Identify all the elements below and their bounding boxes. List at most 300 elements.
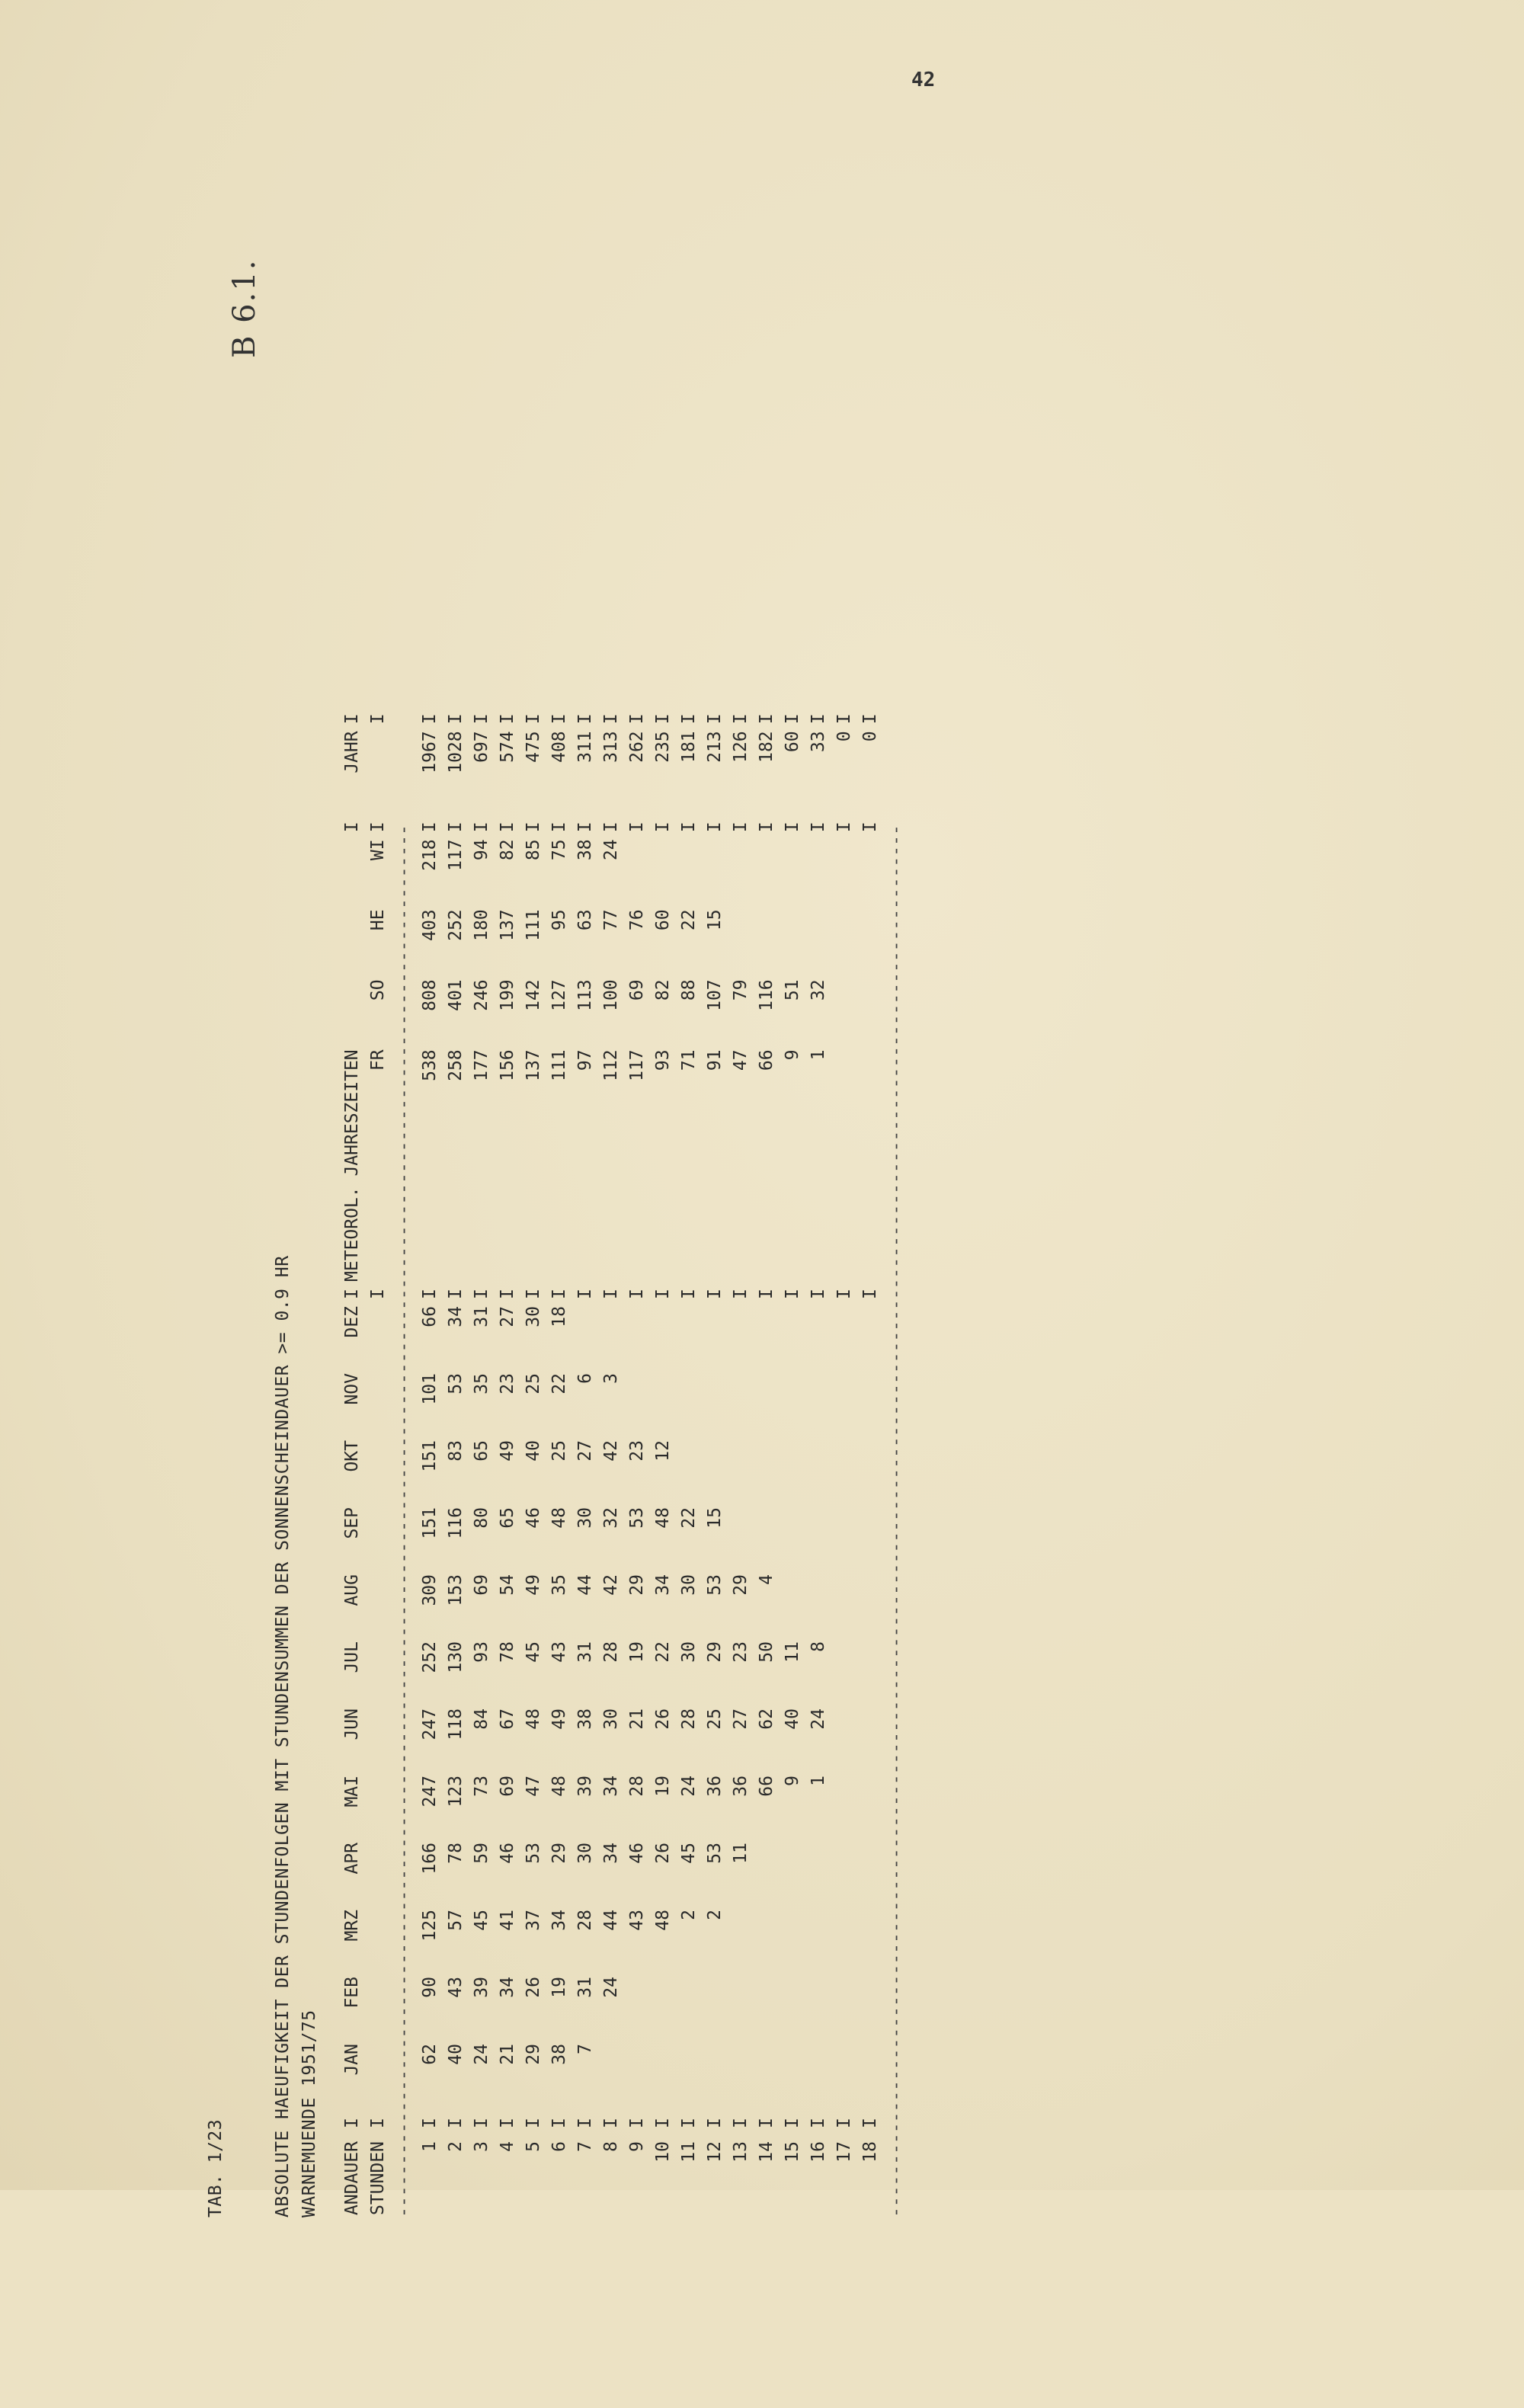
- value-cell: SEP: [342, 1507, 362, 1539]
- value-cell: 262: [627, 731, 647, 763]
- value-cell: 808: [420, 979, 440, 1011]
- value-cell: 47: [731, 1049, 751, 1071]
- column-separator: I: [731, 1289, 751, 1299]
- value-cell: [805, 2044, 831, 2111]
- value-cell: 48: [549, 1776, 569, 1797]
- value-cell: [365, 1507, 391, 1574]
- value-cell: 29: [549, 1843, 569, 1864]
- value-cell: 69: [498, 1776, 517, 1797]
- value-cell: [754, 1306, 780, 1373]
- value-cell: 28: [627, 1776, 647, 1797]
- value-cell: 51: [783, 979, 802, 1001]
- value-cell: 156: [498, 1049, 517, 1081]
- value-cell: [365, 1977, 391, 2044]
- dashed-line: ------------------------------------------------------------------------------------------------------------------------------------: [886, 825, 906, 2217]
- value-cell: 247: [420, 1776, 440, 1808]
- value-cell: [624, 1977, 650, 2044]
- duration-cell: 13: [731, 2141, 751, 2163]
- value-cell: 25: [523, 1373, 543, 1395]
- duration-cell: 7: [575, 2141, 595, 2152]
- value-cell: 47: [523, 1776, 543, 1797]
- column-separator: I: [783, 2118, 802, 2128]
- value-cell: 67: [498, 1708, 517, 1730]
- value-cell: [857, 979, 883, 1049]
- column-separator: I: [757, 821, 776, 833]
- value-cell: [754, 1440, 780, 1507]
- column-separator: I: [627, 713, 647, 725]
- value-cell: 181: [679, 731, 699, 763]
- value-cell: 53: [705, 1843, 725, 1864]
- value-cell: 62: [420, 2044, 440, 2065]
- column-separator: I: [653, 713, 673, 725]
- value-cell: 0: [834, 731, 854, 742]
- column-separator: I: [523, 821, 543, 833]
- value-cell: 130: [446, 1641, 466, 1673]
- value-cell: 28: [679, 1708, 699, 1730]
- value-cell: 97: [575, 1049, 595, 1071]
- value-cell: 19: [549, 1977, 569, 1998]
- value-cell: [805, 1507, 831, 1574]
- value-cell: [857, 1977, 883, 2044]
- value-cell: 18: [549, 1306, 569, 1327]
- value-cell: 79: [731, 979, 751, 1001]
- column-separator: I: [549, 1289, 569, 1299]
- column-separator: I: [368, 713, 388, 725]
- table-row: [469, 706, 495, 2217]
- value-cell: 69: [472, 1574, 491, 1596]
- header-row: [339, 706, 365, 2217]
- column-separator: I: [523, 2118, 543, 2128]
- value-cell: [702, 1306, 728, 1373]
- value-cell: [754, 909, 780, 979]
- value-cell: 94: [472, 839, 491, 861]
- value-cell: 63: [575, 909, 595, 931]
- value-cell: HE: [368, 909, 388, 931]
- value-cell: [624, 1373, 650, 1440]
- column-separator: I: [342, 1289, 362, 1299]
- value-cell: 311: [575, 731, 595, 763]
- value-cell: 24: [601, 839, 621, 861]
- value-cell: [728, 1373, 754, 1440]
- value-cell: 82: [653, 979, 673, 1001]
- value-cell: MAI: [342, 1776, 362, 1808]
- value-cell: 49: [549, 1708, 569, 1730]
- value-cell: [831, 1641, 857, 1708]
- duration-cell: 2: [446, 2141, 466, 2152]
- column-separator: I: [808, 2118, 828, 2128]
- value-cell: 75: [549, 839, 569, 861]
- table-row: [831, 706, 857, 2217]
- value-cell: [572, 1306, 598, 1373]
- value-cell: [857, 1574, 883, 1641]
- value-cell: [728, 1507, 754, 1574]
- table-subtitle: WARNEMUENDE 1951/75: [299, 2009, 319, 2217]
- column-separator: I: [653, 2118, 673, 2128]
- value-cell: 23: [731, 1641, 751, 1663]
- value-cell: 44: [575, 1574, 595, 1596]
- value-cell: [728, 1977, 754, 2044]
- value-cell: NOV: [342, 1373, 362, 1405]
- column-separator: I: [860, 1289, 880, 1299]
- value-cell: SO: [368, 979, 388, 1001]
- value-cell: 313: [601, 731, 621, 763]
- column-separator: I: [472, 821, 491, 833]
- value-cell: 36: [731, 1776, 751, 1797]
- value-cell: [754, 839, 780, 909]
- column-separator: I: [446, 713, 466, 725]
- value-cell: [857, 1776, 883, 1843]
- value-cell: [857, 1507, 883, 1574]
- value-cell: [857, 2044, 883, 2111]
- value-cell: [676, 2044, 702, 2111]
- value-cell: [728, 909, 754, 979]
- value-cell: [780, 2044, 805, 2111]
- value-cell: 84: [472, 1708, 491, 1730]
- value-cell: 24: [808, 1708, 828, 1730]
- value-cell: 90: [420, 1977, 440, 1998]
- value-cell: [365, 1843, 391, 1910]
- value-cell: 65: [472, 1440, 491, 1462]
- value-cell: [650, 2044, 676, 2111]
- column-separator: I: [679, 821, 699, 833]
- value-cell: 29: [627, 1574, 647, 1596]
- value-cell: 41: [498, 1910, 517, 1931]
- value-cell: [339, 909, 365, 979]
- value-cell: [857, 1843, 883, 1910]
- value-cell: [831, 1977, 857, 2044]
- value-cell: 25: [705, 1708, 725, 1730]
- value-cell: 26: [653, 1708, 673, 1730]
- column-separator: I: [575, 821, 595, 833]
- value-cell: [780, 1574, 805, 1641]
- value-cell: JUL: [342, 1641, 362, 1673]
- value-cell: 1967: [420, 731, 440, 773]
- value-cell: 31: [472, 1306, 491, 1327]
- value-cell: 309: [420, 1574, 440, 1606]
- value-cell: 21: [498, 2044, 517, 2065]
- value-cell: 11: [731, 1843, 751, 1864]
- value-cell: [754, 1843, 780, 1910]
- value-cell: 697: [472, 731, 491, 763]
- value-cell: OKT: [342, 1440, 362, 1472]
- value-cell: 252: [420, 1641, 440, 1673]
- value-cell: 31: [575, 1977, 595, 1998]
- value-cell: 38: [575, 1708, 595, 1730]
- value-cell: 116: [446, 1507, 466, 1539]
- value-cell: 246: [472, 979, 491, 1011]
- value-cell: 30: [523, 1306, 543, 1327]
- value-cell: 42: [601, 1574, 621, 1596]
- duration-cell: 15: [783, 2141, 802, 2163]
- value-cell: 29: [523, 2044, 543, 2065]
- value-cell: [624, 2044, 650, 2111]
- value-cell: 66: [420, 1306, 440, 1327]
- value-cell: [805, 1373, 831, 1440]
- value-cell: 22: [679, 909, 699, 931]
- value-cell: [805, 839, 831, 909]
- value-cell: 48: [549, 1507, 569, 1529]
- value-cell: [780, 1306, 805, 1373]
- value-cell: 9: [783, 1776, 802, 1786]
- value-cell: 2: [705, 1910, 725, 1920]
- value-cell: 26: [523, 1977, 543, 1998]
- value-cell: 46: [498, 1843, 517, 1864]
- value-cell: [365, 731, 391, 815]
- duration-cell: 1: [420, 2141, 440, 2152]
- value-cell: 45: [523, 1641, 543, 1663]
- value-cell: 48: [523, 1708, 543, 1730]
- value-cell: 7: [575, 2044, 595, 2054]
- value-cell: 30: [679, 1574, 699, 1596]
- value-cell: 538: [420, 1049, 440, 1081]
- column-separator: I: [705, 2118, 725, 2128]
- value-cell: 43: [549, 1641, 569, 1663]
- value-cell: 37: [523, 1910, 543, 1931]
- value-cell: 127: [549, 979, 569, 1011]
- column-separator: I: [783, 713, 802, 725]
- value-cell: 53: [627, 1507, 647, 1529]
- value-cell: 258: [446, 1049, 466, 1081]
- value-cell: 46: [627, 1843, 647, 1864]
- column-separator: I: [575, 1289, 595, 1299]
- value-cell: [339, 839, 365, 909]
- column-separator: I: [575, 2118, 595, 2128]
- value-cell: 45: [472, 1910, 491, 1931]
- value-cell: 126: [731, 731, 751, 763]
- value-cell: [831, 909, 857, 979]
- value-cell: [702, 1977, 728, 2044]
- value-cell: [857, 1708, 883, 1776]
- column-separator: I: [446, 1289, 466, 1299]
- value-cell: 35: [549, 1574, 569, 1596]
- value-cell: 77: [601, 909, 621, 931]
- value-cell: [598, 2044, 624, 2111]
- value-cell: 44: [601, 1910, 621, 1931]
- value-cell: 180: [472, 909, 491, 941]
- value-cell: 235: [653, 731, 673, 763]
- value-cell: 34: [601, 1776, 621, 1797]
- value-cell: [676, 1977, 702, 2044]
- value-cell: 30: [679, 1641, 699, 1663]
- table-row: [598, 706, 624, 2217]
- value-cell: [676, 1373, 702, 1440]
- value-cell: 54: [498, 1574, 517, 1596]
- value-cell: [780, 1843, 805, 1910]
- table-row: [546, 706, 572, 2217]
- value-cell: 199: [498, 979, 517, 1011]
- value-cell: 83: [446, 1440, 466, 1462]
- value-cell: [857, 909, 883, 979]
- value-cell: 78: [446, 1843, 466, 1864]
- column-separator: I: [549, 713, 569, 725]
- column-separator: I: [783, 821, 802, 833]
- value-cell: [780, 909, 805, 979]
- value-cell: WI: [368, 839, 388, 861]
- value-cell: 117: [446, 839, 466, 871]
- value-cell: 32: [601, 1507, 621, 1529]
- value-cell: [365, 1776, 391, 1843]
- value-cell: 401: [446, 979, 466, 1011]
- value-cell: 53: [523, 1843, 543, 1864]
- value-cell: 2: [679, 1910, 699, 1920]
- value-cell: [780, 1373, 805, 1440]
- value-cell: DEZ: [342, 1306, 362, 1338]
- value-cell: [831, 1507, 857, 1574]
- value-cell: 53: [446, 1373, 466, 1395]
- value-cell: 76: [627, 909, 647, 931]
- value-cell: [365, 1440, 391, 1507]
- value-cell: [831, 2044, 857, 2111]
- value-cell: FEB: [342, 1977, 362, 2009]
- table-number: TAB. 1/23: [206, 2118, 226, 2217]
- value-cell: [598, 1306, 624, 1373]
- value-cell: 111: [523, 909, 543, 941]
- value-cell: 45: [679, 1843, 699, 1864]
- value-cell: 93: [653, 1049, 673, 1071]
- value-cell: 24: [601, 1977, 621, 1998]
- value-cell: [857, 1049, 883, 1282]
- value-cell: [365, 1910, 391, 1977]
- value-cell: 151: [420, 1507, 440, 1539]
- value-cell: [857, 1440, 883, 1507]
- value-cell: [831, 1306, 857, 1373]
- table-row: [417, 706, 443, 2217]
- column-separator: I: [420, 821, 440, 833]
- value-cell: 39: [575, 1776, 595, 1797]
- duration-cell: 12: [705, 2141, 725, 2163]
- column-separator: I: [757, 713, 776, 725]
- column-separator: I: [601, 713, 621, 725]
- table-row: [443, 706, 469, 2217]
- duration-cell: 8: [601, 2141, 621, 2152]
- column-separator: I: [627, 1289, 647, 1299]
- value-cell: AUG: [342, 1574, 362, 1606]
- duration-cell: 16: [808, 2141, 828, 2163]
- value-cell: 66: [757, 1776, 776, 1797]
- column-separator: I: [446, 2118, 466, 2128]
- column-separator: I: [860, 821, 880, 833]
- value-cell: 59: [472, 1843, 491, 1864]
- column-separator: I: [342, 2118, 362, 2128]
- value-cell: [365, 1373, 391, 1440]
- value-cell: [857, 1910, 883, 1977]
- column-separator: I: [757, 2118, 776, 2128]
- value-cell: 11: [783, 1641, 802, 1663]
- value-cell: 113: [575, 979, 595, 1011]
- column-separator: I: [679, 2118, 699, 2128]
- column-separator: I: [420, 2118, 440, 2128]
- value-cell: 12: [653, 1440, 673, 1462]
- duration-cell: 10: [653, 2141, 673, 2163]
- value-cell: 34: [653, 1574, 673, 1596]
- column-separator: I: [757, 1289, 776, 1299]
- column-separator: I: [420, 1289, 440, 1299]
- value-cell: 23: [627, 1440, 647, 1462]
- rotated-listing: [183, 259, 906, 2408]
- value-cell: [624, 839, 650, 909]
- dashed-rule: [391, 706, 417, 2217]
- column-separator: I: [575, 713, 595, 725]
- value-cell: [365, 1306, 391, 1373]
- duration-cell: 11: [679, 2141, 699, 2163]
- value-cell: 1: [808, 1049, 828, 1061]
- value-cell: 48: [653, 1507, 673, 1529]
- table-row: [650, 706, 676, 2217]
- value-cell: 101: [420, 1373, 440, 1405]
- column-separator: I: [601, 2118, 621, 2128]
- value-cell: 24: [679, 1776, 699, 1797]
- value-cell: [728, 839, 754, 909]
- value-cell: 65: [498, 1507, 517, 1529]
- value-cell: 151: [420, 1440, 440, 1472]
- value-cell: 38: [575, 839, 595, 861]
- table-row: [495, 706, 520, 2217]
- value-cell: [676, 839, 702, 909]
- value-cell: [365, 1641, 391, 1708]
- table-row: [754, 706, 780, 2217]
- frequency-table: [339, 706, 909, 2217]
- value-cell: [624, 1306, 650, 1373]
- value-cell: 22: [549, 1373, 569, 1395]
- value-cell: 34: [549, 1910, 569, 1931]
- value-cell: 62: [757, 1708, 776, 1730]
- value-cell: 19: [627, 1641, 647, 1663]
- value-cell: [805, 1843, 831, 1910]
- duration-cell: 4: [498, 2141, 517, 2152]
- value-cell: 85: [523, 839, 543, 861]
- value-cell: 24: [472, 2044, 491, 2065]
- value-cell: 218: [420, 839, 440, 871]
- value-cell: 34: [498, 1977, 517, 1998]
- column-separator: I: [523, 713, 543, 725]
- value-cell: JAN: [342, 2044, 362, 2076]
- value-cell: [831, 979, 857, 1049]
- value-cell: 73: [472, 1776, 491, 1797]
- value-cell: 71: [679, 1049, 699, 1071]
- value-cell: 80: [472, 1507, 491, 1529]
- value-cell: 29: [705, 1641, 725, 1663]
- value-cell: 182: [757, 731, 776, 763]
- column-separator: I: [498, 1289, 517, 1299]
- value-cell: 46: [523, 1507, 543, 1529]
- column-separator: I: [834, 2118, 854, 2128]
- value-cell: 166: [420, 1843, 440, 1875]
- value-cell: 26: [653, 1843, 673, 1864]
- value-cell: APR: [342, 1843, 362, 1875]
- table-row: [805, 706, 831, 2217]
- value-cell: [780, 839, 805, 909]
- value-cell: 0: [860, 731, 880, 742]
- section-code: B 6.1.: [227, 258, 262, 358]
- column-separator: I: [705, 713, 725, 725]
- column-separator: I: [601, 821, 621, 833]
- duration-cell: 18: [860, 2141, 880, 2163]
- column-separator: I: [549, 821, 569, 833]
- value-cell: [780, 1507, 805, 1574]
- value-cell: 31: [575, 1641, 595, 1663]
- column-separator: I: [705, 1289, 725, 1299]
- column-separator: I: [860, 2118, 880, 2128]
- value-cell: 23: [498, 1373, 517, 1395]
- column-separator: I: [446, 821, 466, 833]
- value-cell: [831, 839, 857, 909]
- column-separator: I: [498, 821, 517, 833]
- column-separator: I: [549, 2118, 569, 2128]
- value-cell: [702, 1373, 728, 1440]
- value-cell: [805, 1306, 831, 1373]
- value-cell: 116: [757, 979, 776, 1011]
- value-cell: 38: [549, 2044, 569, 2065]
